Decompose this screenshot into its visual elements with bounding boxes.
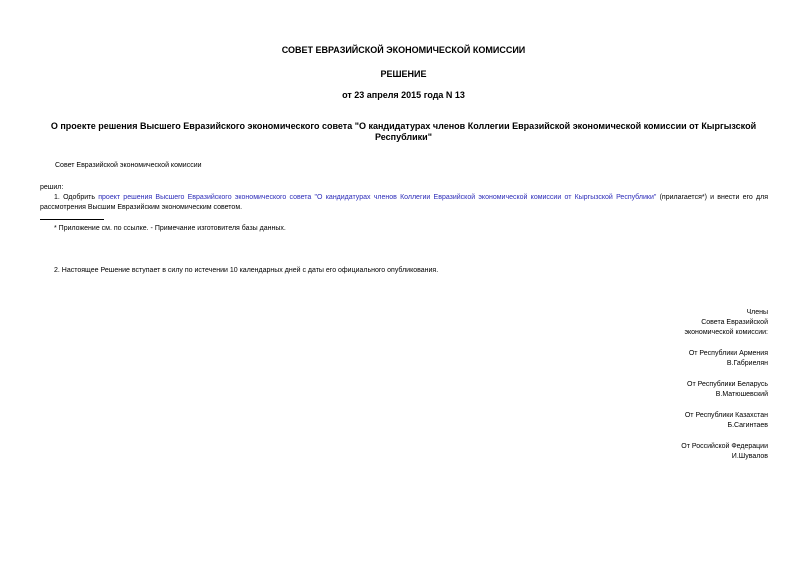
signatory: [568, 442, 768, 462]
document-type: РЕШЕНИЕ: [380, 69, 427, 79]
members-heading-line: Члены: [746, 309, 768, 316]
signatory-name: Б.Сагинтаев: [727, 422, 768, 429]
clause-2: 2. Настоящее Решение вступает в силу по истечении 10 календарных дней с даты его официального опубликования.: [54, 267, 439, 274]
resolved-line: решил:: [40, 184, 64, 191]
signatory-name: В.Матюшевский: [715, 391, 768, 398]
clause-1-prefix: 1. Одобрить: [54, 194, 99, 201]
members-heading-line: Совета Евразийской: [701, 319, 768, 326]
signatory-country: От Республики Армения: [688, 350, 768, 357]
members-heading-line: экономической комиссии:: [684, 329, 768, 336]
members-heading: [568, 308, 768, 338]
clause-1-suffix: (прилагается*) и внести его для рассмотрения Высшим Евразийским экономическим советом.: [40, 194, 769, 211]
signatory-name: В.Габриелян: [726, 360, 768, 367]
signatory-name: И.Шувалов: [731, 453, 768, 460]
signatory: [568, 411, 768, 431]
issuing-authority: СОВЕТ ЕВРАЗИЙСКОЙ ЭКОНОМИЧЕСКОЙ КОМИССИИ: [281, 45, 526, 55]
footnote: * Приложение см. по ссылке. - Примечание изготовителя базы данных.: [54, 225, 286, 232]
clause-1: [40, 193, 768, 213]
author-line: Совет Евразийской экономической комиссии: [55, 162, 202, 169]
footnote-divider: [40, 219, 104, 220]
document-date-number: от 23 апреля 2015 года N 13: [342, 90, 465, 100]
signatory-country: От Российской Федерации: [681, 443, 768, 450]
signatory-country: От Республики Казахстан: [684, 412, 768, 419]
signatory-country: От Республики Беларусь: [687, 381, 768, 388]
signatory: [568, 349, 768, 369]
signatures-block: [568, 308, 768, 473]
signatory: [568, 380, 768, 400]
document-subject: О проекте решения Высшего Евразийского экономического совета "О кандидатурах членов Коллегии Евразийской экономической комиссии от Кыргызской Республики": [50, 121, 757, 142]
draft-decision-link[interactable]: проект решения Высшего Евразийского экономического совета "О кандидатурах членов Коллегии Евразийской экономической комиссии от Кыргызской Республики": [98, 194, 657, 201]
